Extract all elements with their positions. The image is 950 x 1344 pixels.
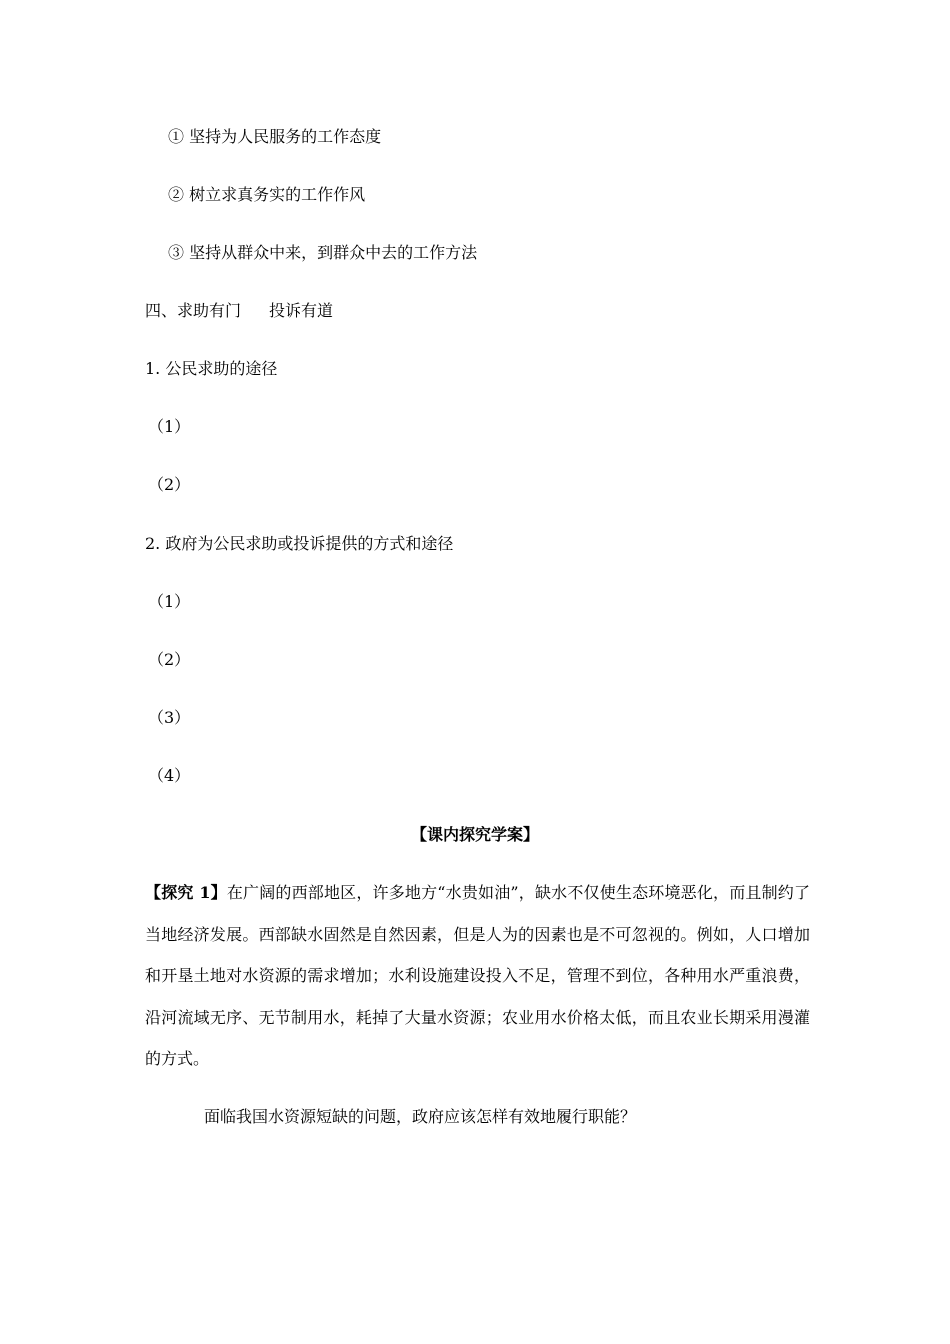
- q2-blank-4: （4）: [148, 766, 191, 785]
- section-heading-4: [145, 301, 333, 321]
- principle-item-1: ① 坚持为人民服务的工作态度: [168, 127, 382, 146]
- question-2-title: 2. 政府为公民求助或投诉提供的方式和途径: [145, 534, 454, 553]
- q2-blank-2: （2）: [148, 650, 191, 669]
- section-heading-4-left: 四、求助有门: [145, 301, 242, 320]
- section-heading-inclass: 【课内探究学案】: [410, 825, 539, 844]
- explore-1-paragraph: [145, 872, 810, 1080]
- q1-blank-1: （1）: [148, 417, 191, 436]
- q1-blank-2: （2）: [148, 475, 191, 494]
- question-1-title: 1. 公民求助的途径: [145, 359, 278, 378]
- explore-1-text: 在广阔的西部地区，许多地方“水贵如油”，缺水不仅使生态环境恶化，而且制约了当地经济发展。西部缺水固然是自然因素，但是人为的因素也是不可忽视的。例如，人口增加和开垦土地对水资源的需求增加；水利设施建设投入不足，管理不到位，各种用水严重浪费，沿河流域无序、无节制用水，耗掉了大量水资源；农业用水价格太低，而且农业长期采用漫灌的方式。: [145, 883, 810, 1068]
- principle-item-2: ② 树立求真务实的工作作风: [168, 185, 366, 204]
- section-heading-4-right: 投诉有道: [269, 301, 334, 320]
- principle-item-3: ③ 坚持从群众中来，到群众中去的工作方法: [168, 243, 478, 262]
- q2-blank-1: （1）: [148, 592, 191, 611]
- explore-1-question: 面临我国水资源短缺的问题，政府应该怎样有效地履行职能？: [204, 1107, 637, 1126]
- q2-blank-3: （3）: [148, 708, 191, 727]
- explore-1-label: 【探究 1】: [145, 883, 227, 902]
